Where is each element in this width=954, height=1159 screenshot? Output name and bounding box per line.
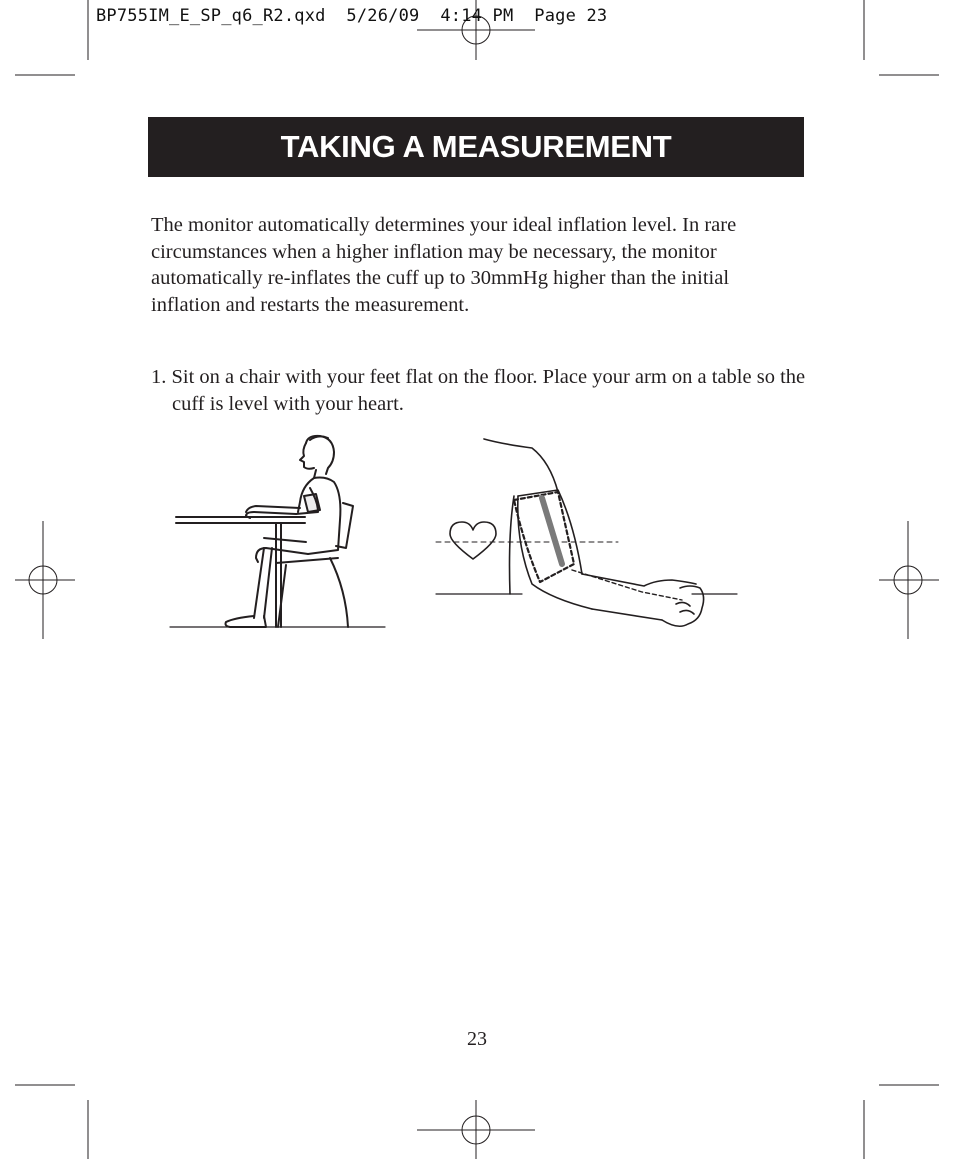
intro-paragraph: The monitor automatically determines your ideal inflation level. In rare circumstances when a higher inflation may be necessary, the monitor automatically re-inflates the cuff up to 30mmHg higher than the initial inflation and restarts the measurement. (151, 214, 737, 316)
page-number: 23 (467, 1028, 487, 1050)
arm-cuff-heart-level-icon (432, 434, 742, 634)
step-item (151, 364, 812, 418)
file-slug-line: BP755IM_E_SP_q6_R2.qxd 5/26/09 4:14 PM Page 23 (96, 6, 608, 26)
step-number: 1. (151, 366, 167, 388)
section-title-bar (148, 117, 804, 177)
page-title: TAKING A MEASUREMENT (280, 129, 672, 164)
step-text: Sit on a chair with your feet flat on the floor. Place your arm on a table so the cuff is level with your heart. (171, 366, 806, 415)
seated-person-icon (168, 430, 388, 630)
